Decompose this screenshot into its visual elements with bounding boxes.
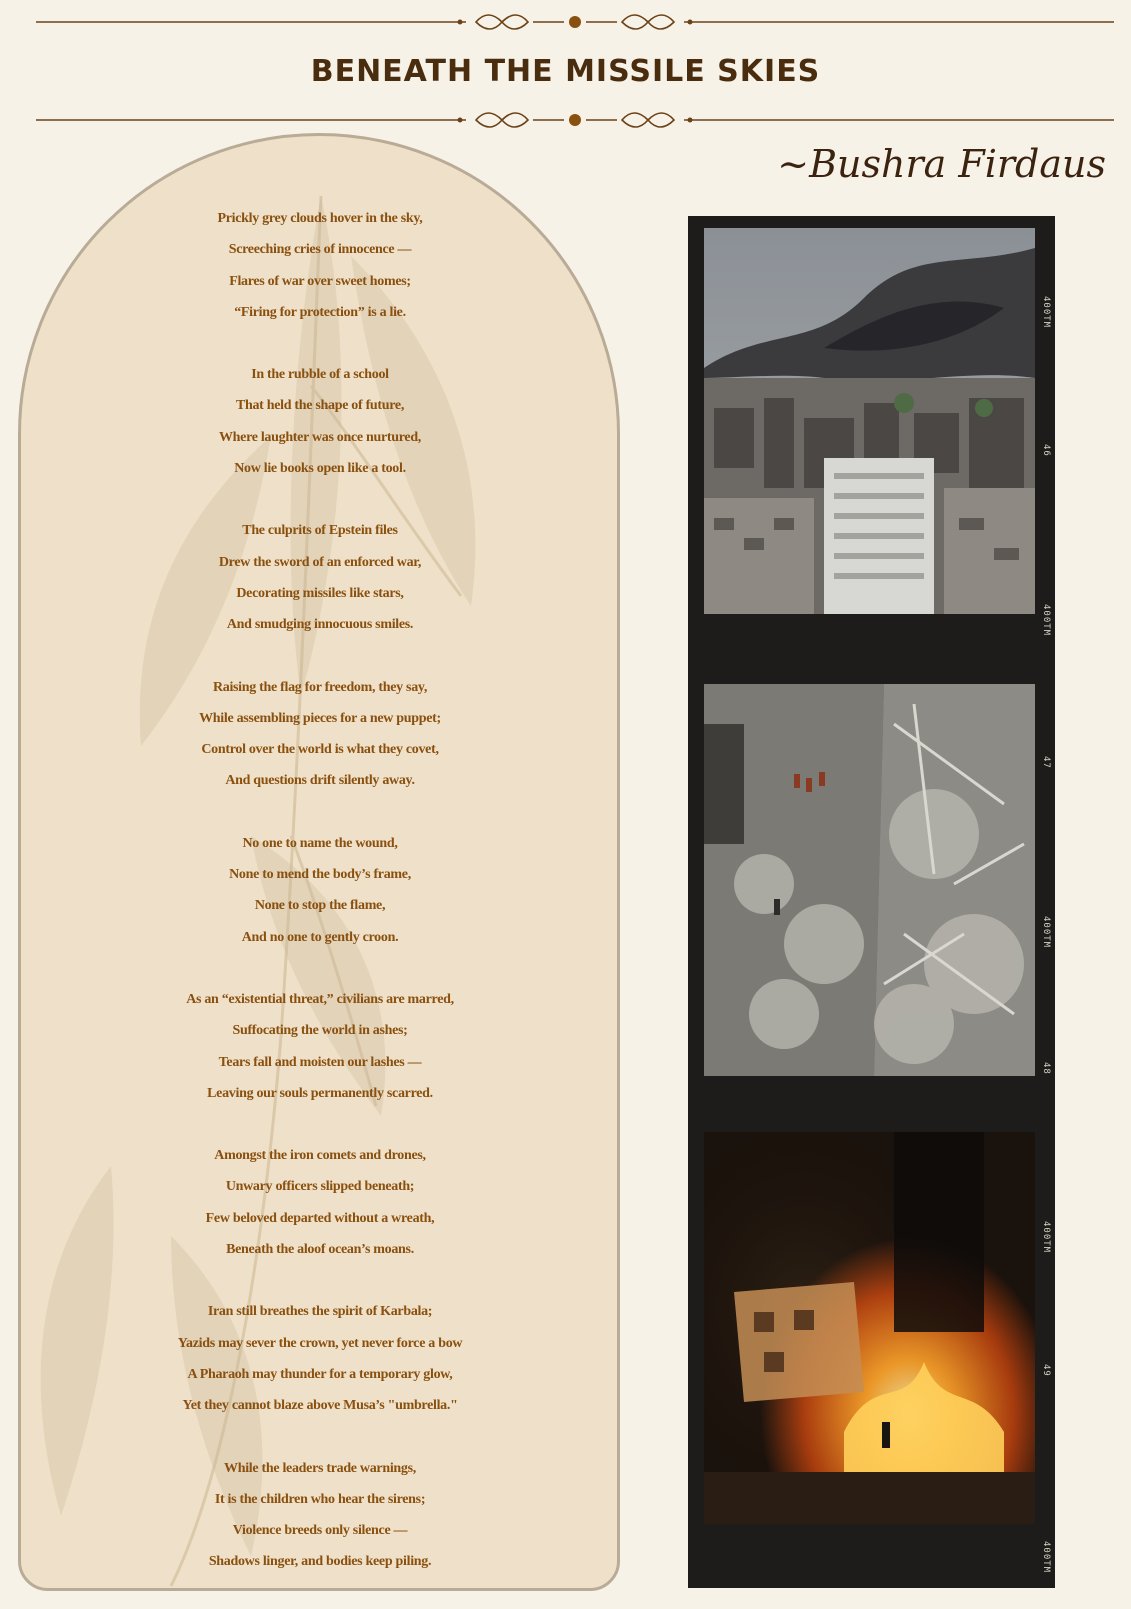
poem-stanza xyxy=(20,984,620,1109)
poem-line: Raising the flag for freedom, they say, xyxy=(212,679,428,695)
poem-line: Beneath the aloof ocean’s moans. xyxy=(226,1242,414,1258)
poem-line: Flares of war over sweet homes; xyxy=(229,273,411,289)
night-fire-photo xyxy=(704,1132,1035,1524)
poem-line: While the leaders trade warnings, xyxy=(224,1460,416,1476)
poem-line: Amongst the iron comets and drones, xyxy=(214,1148,426,1164)
poem-line: None to stop the flame, xyxy=(254,898,386,914)
poem-line: Now lie books open like a tool. xyxy=(234,461,406,477)
film-edge-mark: 400TM xyxy=(1041,916,1051,949)
poem-line: Control over the world is what they covet, xyxy=(201,742,439,758)
film-edge-mark: 400TM xyxy=(1041,1541,1051,1574)
poem-line: “Firing for protection” is a lie. xyxy=(234,304,406,320)
poem-stanza xyxy=(20,1140,620,1265)
film-edge-mark: 47 xyxy=(1041,756,1051,769)
poem-line: Prickly grey clouds hover in the sky, xyxy=(217,211,423,226)
poem-line: No one to name the wound, xyxy=(242,835,398,851)
poem-line: Decorating missiles like stars, xyxy=(236,585,404,601)
poem-body xyxy=(20,203,620,1609)
film-strip xyxy=(688,216,1055,1588)
poem-stanza xyxy=(20,828,620,953)
poem-line: And questions drift silently away. xyxy=(225,773,415,789)
poem-line: It is the children who hear the sirens; xyxy=(214,1491,426,1507)
poem-line: While assembling pieces for a new puppet; xyxy=(199,710,441,726)
poem-line: Yazids may sever the crown, yet never force a bow xyxy=(177,1335,463,1351)
poem-line: That held the shape of future, xyxy=(235,398,405,414)
poem-line: Where laughter was once nurtured, xyxy=(218,429,422,445)
poem-line: The culprits of Epstein files xyxy=(242,523,398,539)
poem-line: A Pharaoh may thunder for a temporary glow, xyxy=(187,1366,453,1382)
film-edge-mark: 400TM xyxy=(1041,604,1051,637)
poem-line: Screeching cries of innocence — xyxy=(228,242,412,258)
poem-stanza xyxy=(20,515,620,640)
poem-line: Few beloved departed without a wreath, xyxy=(205,1210,435,1226)
poem-line: Leaving our souls permanently scarred. xyxy=(207,1085,433,1101)
poem-line: And smudging innocuous smiles. xyxy=(226,617,414,633)
poem-line: Suffocating the world in ashes; xyxy=(232,1023,408,1039)
film-edge-mark: 49 xyxy=(1041,1364,1051,1377)
poem-stanza xyxy=(20,359,620,484)
poem-line: Violence breeds only silence — xyxy=(232,1523,408,1539)
author-byline: ~Bushra Firdaus xyxy=(777,142,1106,186)
rubble-rescue-photo xyxy=(704,684,1035,1076)
poem-line: Drew the sword of an enforced war, xyxy=(218,554,422,570)
poem-line: And no one to gently croon. xyxy=(241,929,399,945)
poem-line: Shadows linger, and bodies keep piling. xyxy=(208,1554,432,1570)
bottom-ornament xyxy=(36,108,1114,132)
poem-line: Yet they cannot blaze above Musa’s "umbrella." xyxy=(182,1398,458,1414)
poem-line: As an “existential threat,” civilians are marred, xyxy=(186,991,454,1007)
film-edge-mark: 48 xyxy=(1041,1062,1051,1075)
poem-line: In the rubble of a school xyxy=(251,367,389,383)
poem-line: Tears fall and moisten our lashes — xyxy=(218,1054,422,1070)
poem-line: Iran still breathes the spirit of Karbala; xyxy=(207,1304,433,1320)
poem-stanza xyxy=(20,672,620,797)
poem-line: Unwary officers slipped beneath; xyxy=(225,1179,415,1195)
film-edge-mark: 46 xyxy=(1041,444,1051,457)
poem-stanza xyxy=(20,203,620,328)
smoke-over-city-photo xyxy=(704,228,1035,614)
film-edge-mark: 400TM xyxy=(1041,1221,1051,1254)
page-title: BENEATH THE MISSILE SKIES xyxy=(310,54,821,89)
poem-line: None to mend the body’s frame, xyxy=(229,867,411,883)
film-edge-mark: 400TM xyxy=(1041,296,1051,329)
poem-stanza xyxy=(20,1296,620,1421)
poem-stanza xyxy=(20,1453,620,1578)
